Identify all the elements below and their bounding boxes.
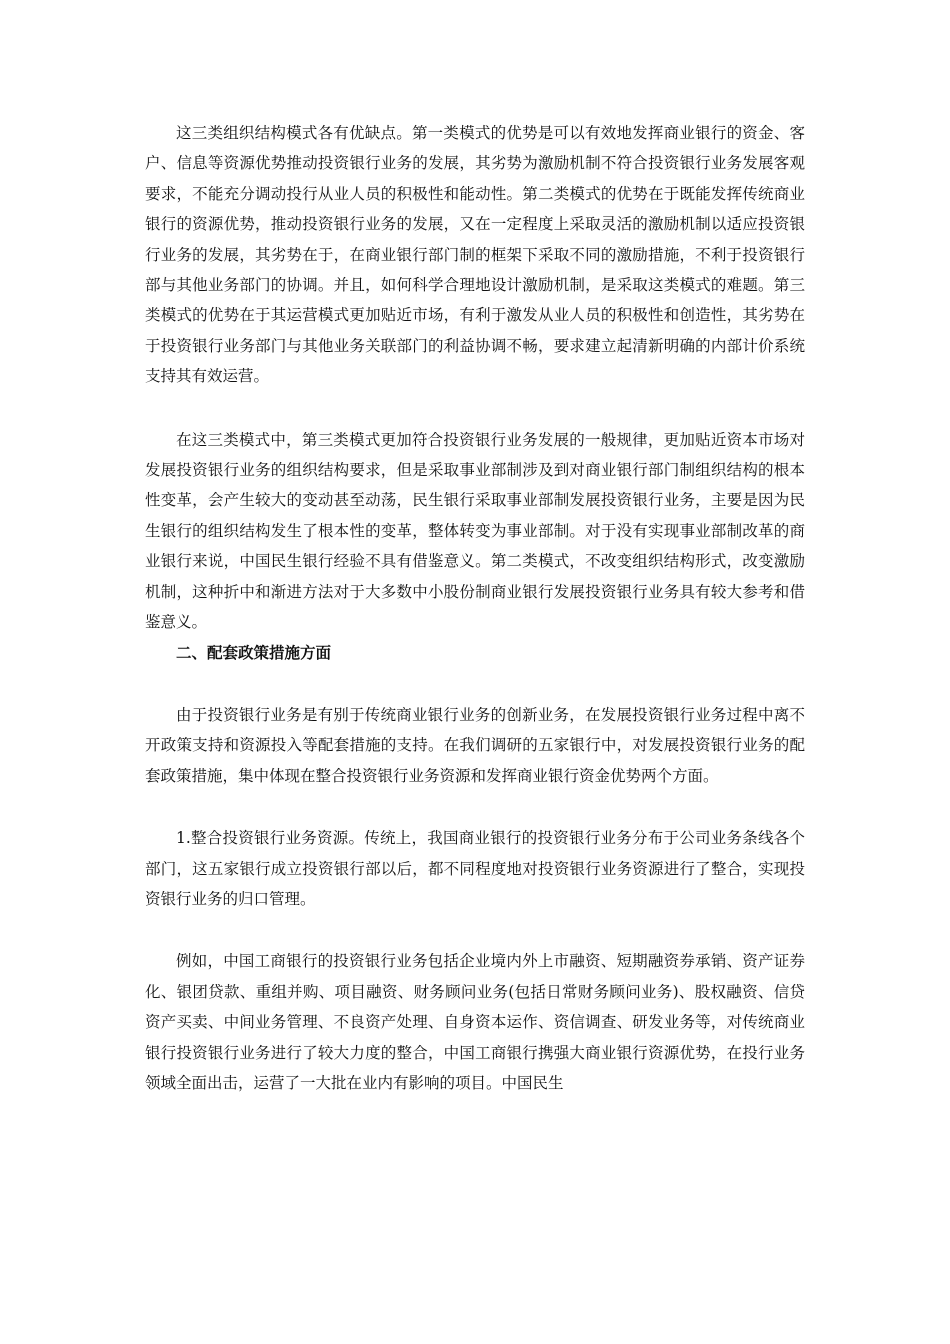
- paragraph-icbc-example: 例如，中国工商银行的投资银行业务包括企业境内外上市融资、短期融资券承销、资产证券化、银团贷款、重组并购、项目融资、财务顾问业务(包括日常财务顾问业务)、股权融资、信贷资产买卖、中间业务管理、不良资产处理、自身资本运作、资信调查、研发业务等，对传统商业银行投资银行业务进行了较大力度的整合，中国工商银行携强大商业银行资源优势，在投行业务领域全面出击，运营了一大批在业内有影响的项目。中国民生: [145, 952, 805, 1092]
- paragraph-integrate-resources: 1.整合投资银行业务资源。传统上，我国商业银行的投资银行业务分布于公司业务条线各个部门，这五家银行成立投资银行部以后，都不同程度地对投资银行业务资源进行了整合，实现投资银行业务的归口管理。: [145, 829, 805, 908]
- paragraph-org-structure-pros-cons: 这三类组织结构模式各有优缺点。第一类模式的优势是可以有效地发挥商业银行的资金、客户、信息等资源优势推动投资银行业务的发展，其劣势为激励机制不符合投资银行业务发展客观要求，不能充分调动投行从业人员的积极性和能动性。第二类模式的优势在于既能发挥传统商业银行的资源优势，推动投资银行业务的发展，又在一定程度上采取灵活的激励机制以适应投资银行业务的发展，其劣势在于，在商业银行部门制的框架下采取不同的激励措施，不利于投资银行部与其他业务部门的协调。并且，如何科学合理地设计激励机制，是采取这类模式的难题。第三类模式的优势在于其运营模式更加贴近市场，有利于激发从业人员的积极性和创造性，其劣势在于投资银行业务部门与其他业务关联部门的利益协调不畅，要求建立起清新明确的内部计价系统支持其有效运营。: [145, 124, 805, 386]
- paragraph-third-model-analysis: 在这三类模式中，第三类模式更加符合投资银行业务发展的一般规律，更加贴近资本市场对发展投资银行业务的组织结构要求，但是采取事业部制涉及到对商业银行部门制组织结构的根本性变革，会产生较大的变动甚至动荡，民生银行采取事业部制发展投资银行业务，主要是因为民生银行的组织结构发生了根本性的变革，整体转变为事业部制。对于没有实现事业部制改革的商业银行来说，中国民生银行经验不具有借鉴意义。第二类模式，不改变组织结构形式，改变激励机制，这种折中和渐进方法对于大多数中小股份制商业银行发展投资银行业务具有较大参考和借鉴意义。: [145, 430, 805, 632]
- section-heading: 二、配套政策措施方面: [176, 643, 332, 662]
- paragraph-supporting-policies: 由于投资银行业务是有别于传统商业银行业务的创新业务，在发展投资银行业务过程中离不开政策支持和资源投入等配套措施的支持。在我们调研的五家银行中，对发展投资银行业务的配套政策措施，集中体现在整合投资银行业务资源和发挥商业银行资金优势两个方面。: [145, 705, 805, 785]
- document-page: [145, 118, 805, 1098]
